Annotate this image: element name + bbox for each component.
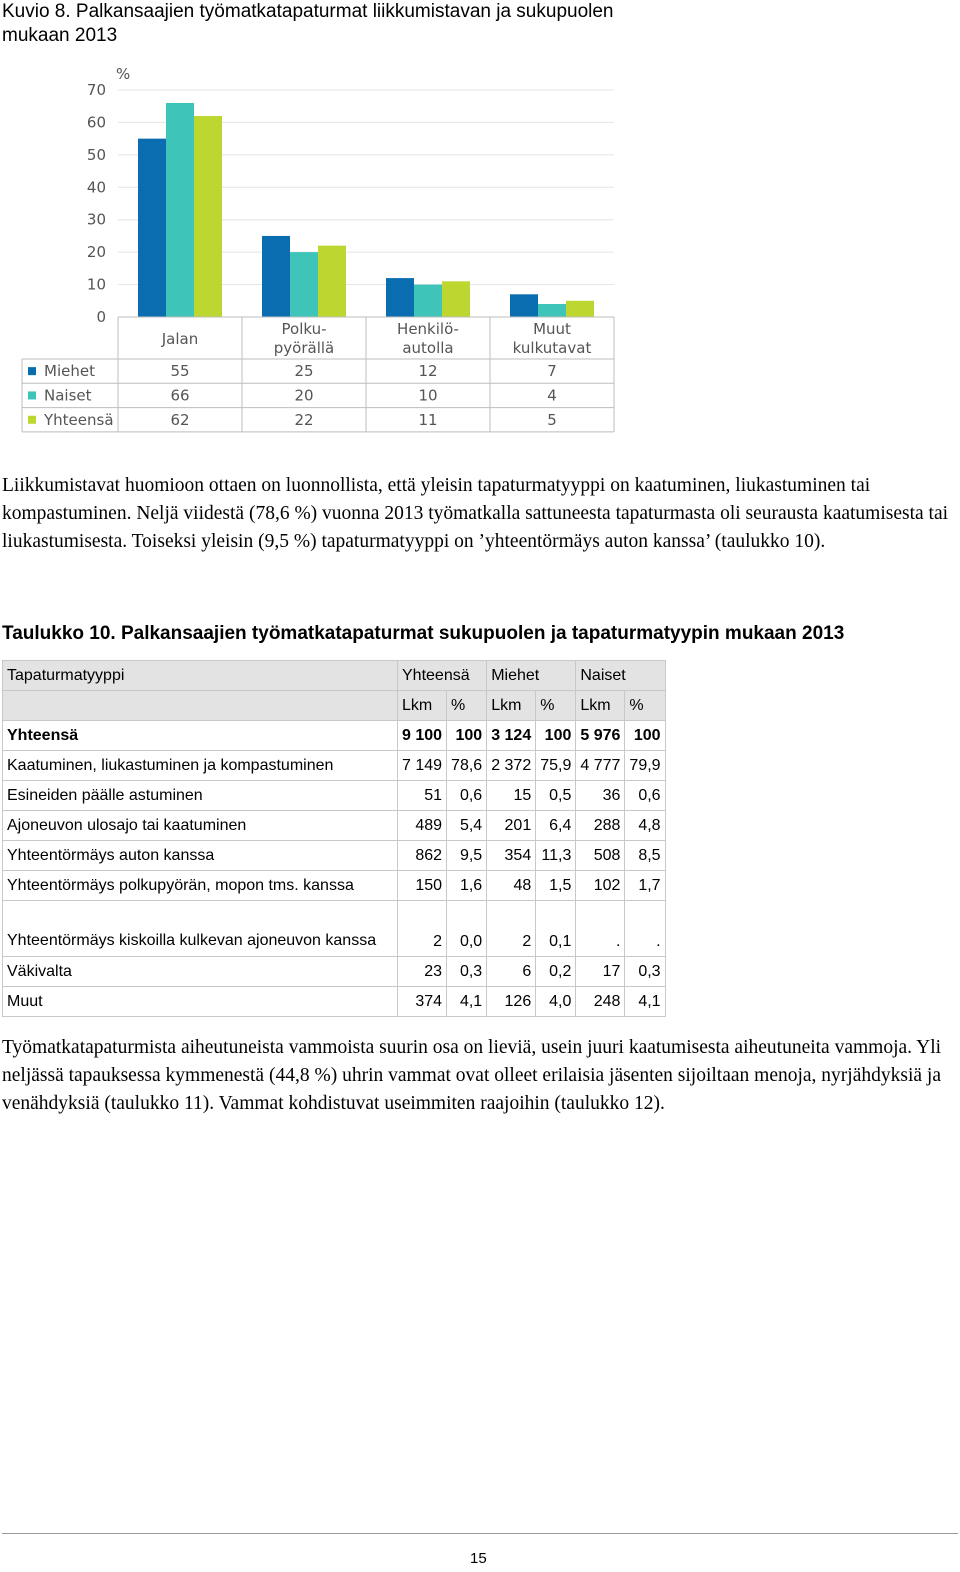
data-label: 4: [547, 386, 557, 405]
body-paragraph-1: Liikkumistavat huomioon ottaen on luonnollista, että yleisin tapaturmatyyppi on kaatuminen, liukastuminen tai kompastuminen. Neljä viidestä (78,6 %) vuonna 2013 työmatkalla sattuneesta tapaturmasta oli seurausta kaatumisesta tai liukastumisesta. Toiseksi yleisin (9,5 %) tapaturmatyyppi on ’yhteentörmäys auton kanssa’ (taulukko 10).: [2, 475, 949, 552]
table-cell: 4,1: [447, 987, 487, 1017]
table-cell: 36: [576, 781, 625, 811]
table-row: [3, 721, 666, 751]
column-subheader: %: [625, 691, 665, 721]
table-cell: 100: [447, 721, 487, 751]
bar-naiset-2: [290, 252, 318, 317]
category-label: Henkilö-: [397, 320, 459, 338]
table-header-row: [3, 661, 666, 691]
y-tick-label: 60: [86, 113, 106, 132]
table-cell: 201: [487, 811, 536, 841]
data-label: 5: [547, 410, 557, 429]
legend-swatch-miehet: [28, 367, 36, 375]
column-subheader: Lkm: [398, 691, 447, 721]
data-label: 25: [294, 362, 314, 381]
y-tick-label: 50: [86, 145, 106, 164]
table-row: [3, 957, 666, 987]
table-cell: 1,6: [447, 871, 487, 901]
table-cell: 100: [536, 721, 576, 751]
table-cell: 354: [487, 841, 536, 871]
table-cell: 0,3: [447, 957, 487, 987]
legend-swatch-yhteensä: [28, 416, 36, 424]
y-tick-label: 70: [86, 81, 106, 99]
table-cell: 7 149: [398, 751, 447, 781]
column-header: Yhteensä: [398, 661, 487, 691]
y-tick-label: 0: [96, 308, 106, 326]
table-row: [3, 901, 666, 957]
column-header: Tapaturmatyyppi: [3, 661, 398, 691]
table-row: [3, 987, 666, 1017]
category-label: Muut: [533, 320, 571, 338]
row-label: Yhteentörmäys auton kanssa: [3, 841, 398, 871]
table-cell: 75,9: [536, 751, 576, 781]
category-label: pyörällä: [273, 339, 335, 357]
category-label: Jalan: [161, 330, 199, 348]
data-label: 11: [418, 410, 438, 429]
table-cell: 6,4: [536, 811, 576, 841]
table-row: [3, 751, 666, 781]
table-row: [3, 841, 666, 871]
column-subheader: %: [536, 691, 576, 721]
table-cell: 0,1: [536, 901, 576, 957]
accident-type-table: [2, 660, 666, 1017]
data-label: 22: [294, 410, 314, 429]
table-cell: 4,0: [536, 987, 576, 1017]
row-label: Muut: [3, 987, 398, 1017]
column-header: Miehet: [487, 661, 576, 691]
table-cell: 248: [576, 987, 625, 1017]
table-cell: 288: [576, 811, 625, 841]
legend-label: Naiset: [44, 386, 92, 405]
data-label: 55: [170, 362, 190, 381]
table-cell: 100: [625, 721, 665, 751]
table-cell: 6: [487, 957, 536, 987]
table-cell: 489: [398, 811, 447, 841]
table-cell: 4,1: [625, 987, 665, 1017]
bar-naiset-1: [166, 103, 194, 317]
table-cell: 51: [398, 781, 447, 811]
table-cell: 78,6: [447, 751, 487, 781]
bar-naiset-3: [414, 285, 442, 317]
table-subheader-row: [3, 691, 666, 721]
column-subheader: %: [447, 691, 487, 721]
table-cell: .: [576, 901, 625, 957]
row-label: Yhteentörmäys polkupyörän, mopon tms. kanssa: [3, 871, 398, 901]
bar-yhteensä-4: [566, 301, 594, 317]
legend-label: Yhteensä: [44, 410, 114, 429]
data-label: 10: [418, 386, 438, 405]
table-cell: 4 777: [576, 751, 625, 781]
bar-miehet-4: [510, 294, 538, 317]
category-label: autolla: [402, 339, 454, 357]
table-cell: 862: [398, 841, 447, 871]
table-cell: 0,6: [625, 781, 665, 811]
table-cell: 48: [487, 871, 536, 901]
table-row: [3, 871, 666, 901]
y-axis-unit-label: %: [116, 65, 131, 83]
row-label: Ajoneuvon ulosajo tai kaatuminen: [3, 811, 398, 841]
table-cell: 79,9: [625, 751, 665, 781]
table-cell: 15: [487, 781, 536, 811]
table-row: [3, 781, 666, 811]
footer-divider: [2, 1533, 958, 1534]
table-cell: 0,2: [536, 957, 576, 987]
y-tick-label: 40: [86, 178, 106, 197]
category-label: Polku-: [281, 320, 327, 338]
category-label: kulkutavat: [512, 339, 592, 357]
y-tick-label: 10: [86, 275, 106, 294]
table-title: Taulukko 10. Palkansaajien työmatkatapaturmat sukupuolen ja tapaturmatyypin mukaan 2013: [2, 623, 845, 644]
y-tick-label: 30: [86, 210, 106, 229]
bar-miehet-2: [262, 236, 290, 317]
legend-label: Miehet: [44, 362, 95, 381]
row-label: Väkivalta: [3, 957, 398, 987]
table-cell: 0,3: [625, 957, 665, 987]
table-cell: 150: [398, 871, 447, 901]
data-label: 62: [170, 410, 190, 429]
table-cell: 0,5: [536, 781, 576, 811]
row-label: Yhteentörmäys kiskoilla kulkevan ajoneuvon kanssa: [3, 901, 398, 957]
table-cell: 4,8: [625, 811, 665, 841]
bar-yhteensä-3: [442, 281, 470, 317]
table-row: [3, 811, 666, 841]
column-subheader: Lkm: [487, 691, 536, 721]
table-cell: 5 976: [576, 721, 625, 751]
table-cell: 0,6: [447, 781, 487, 811]
table-cell: 1,5: [536, 871, 576, 901]
table-cell: 0,0: [447, 901, 487, 957]
table-cell: 126: [487, 987, 536, 1017]
table-cell: 23: [398, 957, 447, 987]
table-cell: 2 372: [487, 751, 536, 781]
row-label: Kaatuminen, liukastuminen ja kompastuminen: [3, 751, 398, 781]
data-label: 12: [418, 362, 438, 381]
table-cell: 508: [576, 841, 625, 871]
table-cell: 2: [398, 901, 447, 957]
body-paragraph-2: Työmatkatapaturmista aiheutuneista vammoista suurin osa on lieviä, usein juuri kaatumisesta aiheutuneita vammoja. Yli neljässä tapauksessa kymmenestä (44,8 %) uhrin vammat ovat olleet erilaisia jäsenten sijoiltaan menoja, nyrjähdyksiä ja venähdyksiä (taulukko 11). Vammat kohdistuvat useimmiten raajoihin (taulukko 12).: [2, 1037, 942, 1114]
table-cell: 102: [576, 871, 625, 901]
legend-swatch-naiset: [28, 391, 36, 399]
table-cell: 1,7: [625, 871, 665, 901]
table-cell: 2: [487, 901, 536, 957]
bar-naiset-4: [538, 304, 566, 317]
column-header: Naiset: [576, 661, 665, 691]
page-number: 15: [470, 1550, 487, 1567]
bar-chart: [0, 60, 640, 440]
column-subheader: Lkm: [576, 691, 625, 721]
row-label: Yhteensä: [3, 721, 398, 751]
data-label: 66: [170, 386, 190, 405]
table-cell: .: [625, 901, 665, 957]
table-cell: 11,3: [536, 841, 576, 871]
data-label: 7: [547, 362, 557, 381]
bar-yhteensä-1: [194, 116, 222, 317]
data-label: 20: [294, 386, 314, 405]
column-header: [3, 691, 398, 721]
table-cell: 17: [576, 957, 625, 987]
table-cell: 9,5: [447, 841, 487, 871]
table-cell: 3 124: [487, 721, 536, 751]
table-cell: 9 100: [398, 721, 447, 751]
bar-miehet-1: [138, 139, 166, 317]
table-cell: 374: [398, 987, 447, 1017]
table-cell: 8,5: [625, 841, 665, 871]
y-tick-label: 20: [86, 243, 106, 262]
table-cell: 5,4: [447, 811, 487, 841]
row-label: Esineiden päälle astuminen: [3, 781, 398, 811]
bar-yhteensä-2: [318, 246, 346, 317]
figure-title: Kuvio 8. Palkansaajien työmatkatapaturmat liikkumistavan ja sukupuolen mukaan 2013: [2, 1, 614, 46]
bar-miehet-3: [386, 278, 414, 317]
